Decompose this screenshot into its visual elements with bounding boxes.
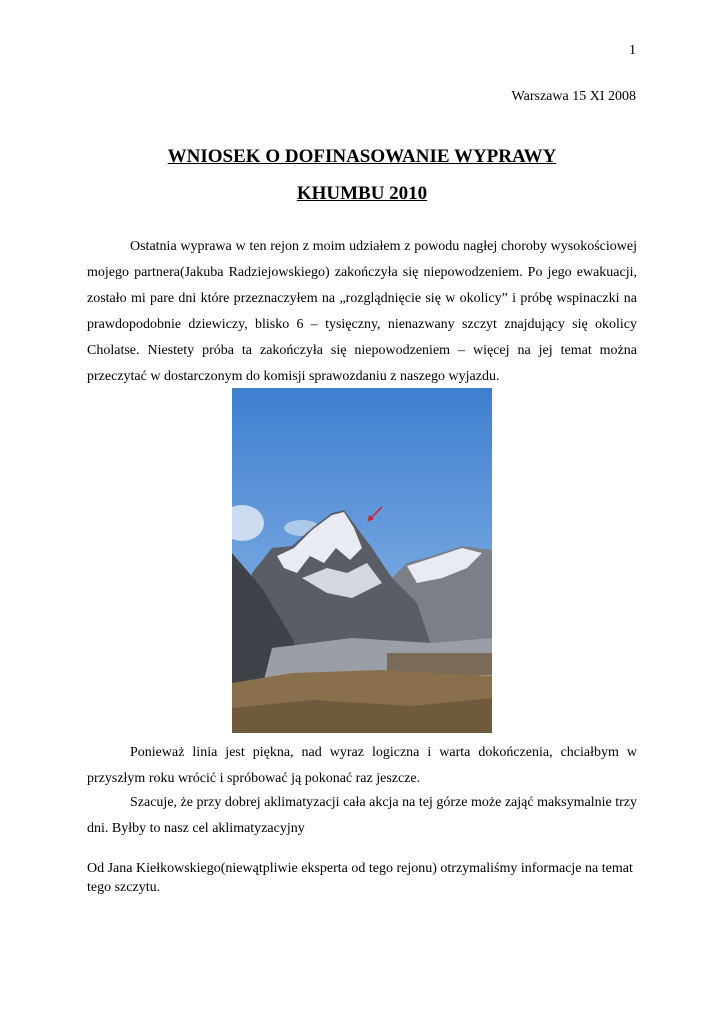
mountain-photo xyxy=(232,388,492,733)
document-title: WNIOSEK O DOFINASOWANIE WYPRAWY xyxy=(167,146,557,167)
paragraph-3-text: Szacuje, że przy dobrej aklimatyzacji cała akcja na tej górze może zająć maksymalnie trzy dni. Byłby to nasz cel aklimatyzacyjny xyxy=(87,795,637,836)
paragraph-2-text: Ponieważ linia jest piękna, nad wyraz logiczna i warta dokończenia, chciałbym w przyszłym roku wrócić i spróbować ją pokonać raz jeszcze. xyxy=(87,745,637,786)
paragraph-1-text: Ostatnia wyprawa w ten rejon z moim udziałem z powodu nagłej choroby wysokościowej mojego partnera(Jakuba Radziejowskiego) zakończyła się niepowodzeniem. Po jego ewakuacji, zostało mi pare dni które przeznaczyłem na „rozglądnięcie się w okolicy” i próbę wspinaczki na prawdopodobnie dziewiczy, blisko 6 – tysięczny, nienazwany szczyt znajdujący się okolicy Cholatse. Niestety próba ta zakończyła się niepowodzeniem – więcej na jej temat można przeczytać w dostarczonym do komisji sprawozdaniu z naszego wyjazdu. xyxy=(87,239,637,384)
paragraph-2 xyxy=(87,740,637,792)
paragraph-4: Od Jana Kiełkowskiego(niewątpliwie eksperta od tego rejonu) otrzymaliśmy informacje na temat tego szczytu. xyxy=(87,861,633,895)
page-number: 1 xyxy=(629,43,636,58)
date-line: Warszawa 15 XI 2008 xyxy=(511,89,636,104)
paragraph-1 xyxy=(87,234,637,390)
document-subtitle: KHUMBU 2010 xyxy=(296,183,428,204)
paragraph-3 xyxy=(87,790,637,842)
